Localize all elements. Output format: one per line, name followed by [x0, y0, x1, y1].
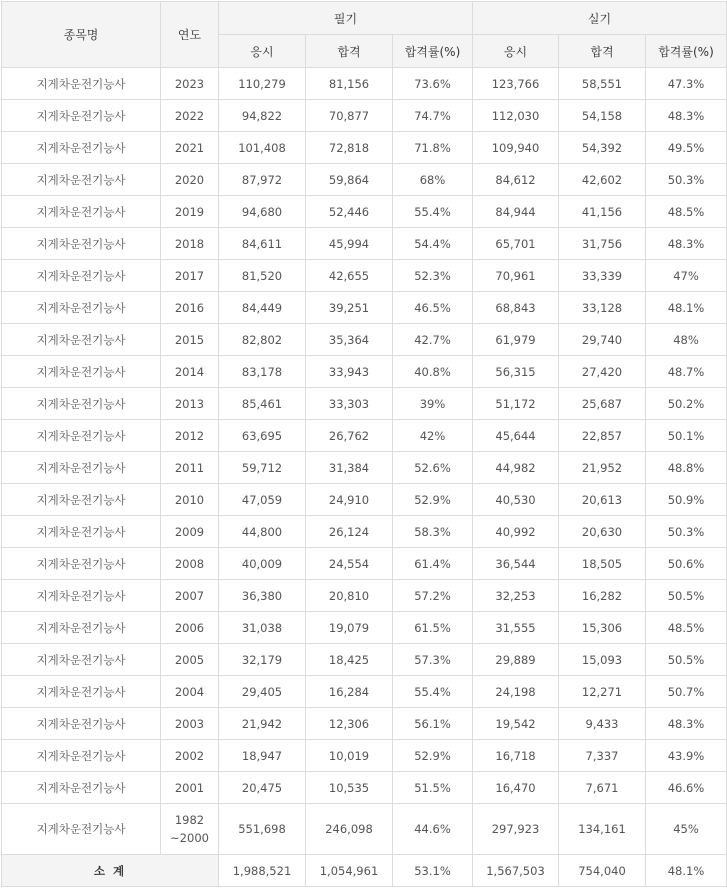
- item-name-cell: 지게차운전기능사: [2, 452, 161, 484]
- item-name-cell: 지게차운전기능사: [2, 68, 161, 100]
- written-applicants-cell: 21,942: [219, 708, 306, 740]
- item-name-cell: 지게차운전기능사: [2, 708, 161, 740]
- table-row: [2, 324, 727, 356]
- year-cell: 2002: [161, 740, 219, 772]
- year-cell: 2011: [161, 452, 219, 484]
- written-applicants-cell: 101,408: [219, 132, 306, 164]
- item-name-cell: 지게차운전기능사: [2, 356, 161, 388]
- table-row: [2, 644, 727, 676]
- exam-statistics-table: [1, 1, 727, 887]
- written-pass-rate-cell: 56.1%: [393, 708, 473, 740]
- total-practical-pass-rate: 48.1%: [646, 855, 727, 887]
- year-cell: 2009: [161, 516, 219, 548]
- written-pass-rate-cell: 39%: [393, 388, 473, 420]
- practical-passed-cell: 7,337: [559, 740, 646, 772]
- practical-applicants-cell: 40,530: [473, 484, 559, 516]
- written-passed-cell: 10,019: [306, 740, 393, 772]
- practical-pass-rate-cell: 50.7%: [646, 676, 727, 708]
- practical-passed-cell: 20,613: [559, 484, 646, 516]
- practical-pass-rate-cell: 48.1%: [646, 292, 727, 324]
- item-name-cell: 지게차운전기능사: [2, 132, 161, 164]
- header-written-passed: 합격: [306, 35, 393, 68]
- written-passed-cell: 42,655: [306, 260, 393, 292]
- written-pass-rate-cell: 44.6%: [393, 804, 473, 855]
- practical-applicants-cell: 24,198: [473, 676, 559, 708]
- written-passed-cell: 10,535: [306, 772, 393, 804]
- written-passed-cell: 12,306: [306, 708, 393, 740]
- total-written-passed: 1,054,961: [306, 855, 393, 887]
- written-passed-cell: 81,156: [306, 68, 393, 100]
- practical-applicants-cell: 36,544: [473, 548, 559, 580]
- practical-pass-rate-cell: 50.6%: [646, 548, 727, 580]
- practical-pass-rate-cell: 46.6%: [646, 772, 727, 804]
- item-name-cell: 지게차운전기능사: [2, 420, 161, 452]
- written-pass-rate-cell: 57.2%: [393, 580, 473, 612]
- table-row: [2, 772, 727, 804]
- written-applicants-cell: 40,009: [219, 548, 306, 580]
- written-pass-rate-cell: 46.5%: [393, 292, 473, 324]
- table-row: [2, 516, 727, 548]
- practical-pass-rate-cell: 50.5%: [646, 644, 727, 676]
- written-applicants-cell: 87,972: [219, 164, 306, 196]
- table-row: [2, 196, 727, 228]
- written-applicants-cell: 83,178: [219, 356, 306, 388]
- written-pass-rate-cell: 51.5%: [393, 772, 473, 804]
- year-cell: 2014: [161, 356, 219, 388]
- written-pass-rate-cell: 58.3%: [393, 516, 473, 548]
- year-cell: 2005: [161, 644, 219, 676]
- practical-pass-rate-cell: 49.5%: [646, 132, 727, 164]
- practical-pass-rate-cell: 50.5%: [646, 580, 727, 612]
- practical-applicants-cell: 84,944: [473, 196, 559, 228]
- written-pass-rate-cell: 55.4%: [393, 196, 473, 228]
- practical-passed-cell: 29,740: [559, 324, 646, 356]
- practical-pass-rate-cell: 50.2%: [646, 388, 727, 420]
- table-header: [2, 2, 727, 68]
- practical-pass-rate-cell: 48.3%: [646, 708, 727, 740]
- written-applicants-cell: 18,947: [219, 740, 306, 772]
- practical-applicants-cell: 16,470: [473, 772, 559, 804]
- written-pass-rate-cell: 40.8%: [393, 356, 473, 388]
- table-row: [2, 292, 727, 324]
- practical-passed-cell: 33,128: [559, 292, 646, 324]
- item-name-cell: 지게차운전기능사: [2, 260, 161, 292]
- practical-applicants-cell: 45,644: [473, 420, 559, 452]
- year-cell: 2010: [161, 484, 219, 516]
- written-passed-cell: 52,446: [306, 196, 393, 228]
- written-pass-rate-cell: 52.9%: [393, 740, 473, 772]
- year-cell: 2019: [161, 196, 219, 228]
- total-row: [2, 855, 727, 887]
- written-applicants-cell: 84,611: [219, 228, 306, 260]
- written-applicants-cell: 85,461: [219, 388, 306, 420]
- header-item-name: 종목명: [2, 2, 161, 68]
- practical-passed-cell: 12,271: [559, 676, 646, 708]
- table-row: [2, 452, 727, 484]
- practical-pass-rate-cell: 50.3%: [646, 516, 727, 548]
- written-passed-cell: 72,818: [306, 132, 393, 164]
- practical-applicants-cell: 44,982: [473, 452, 559, 484]
- written-applicants-cell: 31,038: [219, 612, 306, 644]
- item-name-cell: 지게차운전기능사: [2, 644, 161, 676]
- written-pass-rate-cell: 42.7%: [393, 324, 473, 356]
- year-cell: 2001: [161, 772, 219, 804]
- practical-applicants-cell: 68,843: [473, 292, 559, 324]
- written-pass-rate-cell: 73.6%: [393, 68, 473, 100]
- practical-pass-rate-cell: 48.3%: [646, 100, 727, 132]
- written-passed-cell: 16,284: [306, 676, 393, 708]
- written-passed-cell: 45,994: [306, 228, 393, 260]
- header-practical-pass-rate: 합격률(%): [646, 35, 727, 68]
- table-row: [2, 228, 727, 260]
- practical-pass-rate-cell: 47%: [646, 260, 727, 292]
- practical-passed-cell: 25,687: [559, 388, 646, 420]
- practical-pass-rate-cell: 48.7%: [646, 356, 727, 388]
- year-cell: 2022: [161, 100, 219, 132]
- practical-passed-cell: 7,671: [559, 772, 646, 804]
- written-passed-cell: 59,864: [306, 164, 393, 196]
- written-pass-rate-cell: 74.7%: [393, 100, 473, 132]
- table-row: [2, 420, 727, 452]
- written-applicants-cell: 20,475: [219, 772, 306, 804]
- written-pass-rate-cell: 57.3%: [393, 644, 473, 676]
- table-row: [2, 132, 727, 164]
- item-name-cell: 지게차운전기능사: [2, 228, 161, 260]
- practical-passed-cell: 21,952: [559, 452, 646, 484]
- written-applicants-cell: 551,698: [219, 804, 306, 855]
- table-body: [2, 68, 727, 855]
- item-name-cell: 지게차운전기능사: [2, 740, 161, 772]
- written-applicants-cell: 32,179: [219, 644, 306, 676]
- written-applicants-cell: 29,405: [219, 676, 306, 708]
- item-name-cell: 지게차운전기능사: [2, 324, 161, 356]
- practical-applicants-cell: 31,555: [473, 612, 559, 644]
- practical-passed-cell: 33,339: [559, 260, 646, 292]
- year-cell: 2013: [161, 388, 219, 420]
- practical-passed-cell: 22,857: [559, 420, 646, 452]
- table-row: [2, 676, 727, 708]
- practical-passed-cell: 15,093: [559, 644, 646, 676]
- written-passed-cell: 26,762: [306, 420, 393, 452]
- practical-pass-rate-cell: 45%: [646, 804, 727, 855]
- written-applicants-cell: 94,680: [219, 196, 306, 228]
- year-cell: 2021: [161, 132, 219, 164]
- item-name-cell: 지게차운전기능사: [2, 100, 161, 132]
- written-applicants-cell: 84,449: [219, 292, 306, 324]
- written-passed-cell: 18,425: [306, 644, 393, 676]
- year-cell: 2017: [161, 260, 219, 292]
- written-applicants-cell: 44,800: [219, 516, 306, 548]
- table-row: [2, 612, 727, 644]
- written-pass-rate-cell: 54.4%: [393, 228, 473, 260]
- written-passed-cell: 26,124: [306, 516, 393, 548]
- table-row: [2, 100, 727, 132]
- table-row: [2, 164, 727, 196]
- year-cell: 2003: [161, 708, 219, 740]
- item-name-cell: 지게차운전기능사: [2, 804, 161, 855]
- total-practical-passed: 754,040: [559, 855, 646, 887]
- header-practical-applicants: 응시: [473, 35, 559, 68]
- written-passed-cell: 33,303: [306, 388, 393, 420]
- header-written-applicants: 응시: [219, 35, 306, 68]
- practical-passed-cell: 54,158: [559, 100, 646, 132]
- total-practical-applicants: 1,567,503: [473, 855, 559, 887]
- practical-passed-cell: 9,433: [559, 708, 646, 740]
- written-applicants-cell: 82,802: [219, 324, 306, 356]
- header-practical: 실기: [473, 2, 727, 35]
- practical-passed-cell: 27,420: [559, 356, 646, 388]
- table-row: [2, 388, 727, 420]
- written-applicants-cell: 94,822: [219, 100, 306, 132]
- practical-passed-cell: 16,282: [559, 580, 646, 612]
- table-row: [2, 740, 727, 772]
- practical-pass-rate-cell: 50.3%: [646, 164, 727, 196]
- practical-applicants-cell: 297,923: [473, 804, 559, 855]
- table-footer: [2, 855, 727, 887]
- practical-pass-rate-cell: 48%: [646, 324, 727, 356]
- total-label: 소 계: [2, 855, 219, 887]
- table-row: [2, 68, 727, 100]
- year-cell: 2004: [161, 676, 219, 708]
- year-cell: 1982 ~2000: [161, 804, 219, 855]
- practical-pass-rate-cell: 50.9%: [646, 484, 727, 516]
- written-pass-rate-cell: 52.9%: [393, 484, 473, 516]
- header-written-pass-rate: 합격률(%): [393, 35, 473, 68]
- total-written-pass-rate: 53.1%: [393, 855, 473, 887]
- written-applicants-cell: 59,712: [219, 452, 306, 484]
- written-applicants-cell: 110,279: [219, 68, 306, 100]
- practical-pass-rate-cell: 50.1%: [646, 420, 727, 452]
- item-name-cell: 지게차운전기능사: [2, 580, 161, 612]
- written-pass-rate-cell: 52.3%: [393, 260, 473, 292]
- practical-passed-cell: 18,505: [559, 548, 646, 580]
- item-name-cell: 지게차운전기능사: [2, 772, 161, 804]
- table-row: [2, 580, 727, 612]
- item-name-cell: 지게차운전기능사: [2, 292, 161, 324]
- written-pass-rate-cell: 61.5%: [393, 612, 473, 644]
- practical-applicants-cell: 19,542: [473, 708, 559, 740]
- table-row: [2, 260, 727, 292]
- written-passed-cell: 24,554: [306, 548, 393, 580]
- practical-applicants-cell: 109,940: [473, 132, 559, 164]
- practical-applicants-cell: 16,718: [473, 740, 559, 772]
- written-passed-cell: 33,943: [306, 356, 393, 388]
- practical-pass-rate-cell: 47.3%: [646, 68, 727, 100]
- item-name-cell: 지게차운전기능사: [2, 388, 161, 420]
- practical-applicants-cell: 65,701: [473, 228, 559, 260]
- header-written: 필기: [219, 2, 473, 35]
- practical-passed-cell: 15,306: [559, 612, 646, 644]
- written-applicants-cell: 81,520: [219, 260, 306, 292]
- practical-applicants-cell: 70,961: [473, 260, 559, 292]
- written-applicants-cell: 36,380: [219, 580, 306, 612]
- year-cell: 2018: [161, 228, 219, 260]
- practical-pass-rate-cell: 48.3%: [646, 228, 727, 260]
- item-name-cell: 지게차운전기능사: [2, 676, 161, 708]
- written-pass-rate-cell: 68%: [393, 164, 473, 196]
- item-name-cell: 지게차운전기능사: [2, 548, 161, 580]
- year-cell: 2008: [161, 548, 219, 580]
- table-row: [2, 804, 727, 855]
- written-pass-rate-cell: 42%: [393, 420, 473, 452]
- year-cell: 2007: [161, 580, 219, 612]
- practical-passed-cell: 134,161: [559, 804, 646, 855]
- written-pass-rate-cell: 71.8%: [393, 132, 473, 164]
- practical-passed-cell: 42,602: [559, 164, 646, 196]
- item-name-cell: 지게차운전기능사: [2, 612, 161, 644]
- header-year: 연도: [161, 2, 219, 68]
- year-cell: 2016: [161, 292, 219, 324]
- item-name-cell: 지게차운전기능사: [2, 164, 161, 196]
- table-row: [2, 548, 727, 580]
- practical-pass-rate-cell: 43.9%: [646, 740, 727, 772]
- practical-applicants-cell: 51,172: [473, 388, 559, 420]
- written-pass-rate-cell: 55.4%: [393, 676, 473, 708]
- written-pass-rate-cell: 52.6%: [393, 452, 473, 484]
- table-row: [2, 484, 727, 516]
- item-name-cell: 지게차운전기능사: [2, 516, 161, 548]
- table-row: [2, 356, 727, 388]
- practical-passed-cell: 31,756: [559, 228, 646, 260]
- practical-pass-rate-cell: 48.8%: [646, 452, 727, 484]
- year-cell: 2023: [161, 68, 219, 100]
- practical-applicants-cell: 123,766: [473, 68, 559, 100]
- practical-applicants-cell: 32,253: [473, 580, 559, 612]
- practical-pass-rate-cell: 48.5%: [646, 196, 727, 228]
- item-name-cell: 지게차운전기능사: [2, 484, 161, 516]
- practical-applicants-cell: 112,030: [473, 100, 559, 132]
- year-cell: 2015: [161, 324, 219, 356]
- written-passed-cell: 20,810: [306, 580, 393, 612]
- year-cell: 2020: [161, 164, 219, 196]
- header-practical-passed: 합격: [559, 35, 646, 68]
- year-cell: 2012: [161, 420, 219, 452]
- practical-passed-cell: 54,392: [559, 132, 646, 164]
- year-cell: 2006: [161, 612, 219, 644]
- written-passed-cell: 35,364: [306, 324, 393, 356]
- practical-passed-cell: 58,551: [559, 68, 646, 100]
- written-passed-cell: 19,079: [306, 612, 393, 644]
- written-passed-cell: 70,877: [306, 100, 393, 132]
- practical-applicants-cell: 61,979: [473, 324, 559, 356]
- written-passed-cell: 24,910: [306, 484, 393, 516]
- written-applicants-cell: 47,059: [219, 484, 306, 516]
- written-applicants-cell: 63,695: [219, 420, 306, 452]
- practical-applicants-cell: 40,992: [473, 516, 559, 548]
- written-passed-cell: 31,384: [306, 452, 393, 484]
- practical-applicants-cell: 56,315: [473, 356, 559, 388]
- practical-applicants-cell: 84,612: [473, 164, 559, 196]
- practical-pass-rate-cell: 48.5%: [646, 612, 727, 644]
- total-written-applicants: 1,988,521: [219, 855, 306, 887]
- written-pass-rate-cell: 61.4%: [393, 548, 473, 580]
- practical-passed-cell: 41,156: [559, 196, 646, 228]
- practical-passed-cell: 20,630: [559, 516, 646, 548]
- item-name-cell: 지게차운전기능사: [2, 196, 161, 228]
- table-row: [2, 708, 727, 740]
- practical-applicants-cell: 29,889: [473, 644, 559, 676]
- written-passed-cell: 246,098: [306, 804, 393, 855]
- written-passed-cell: 39,251: [306, 292, 393, 324]
